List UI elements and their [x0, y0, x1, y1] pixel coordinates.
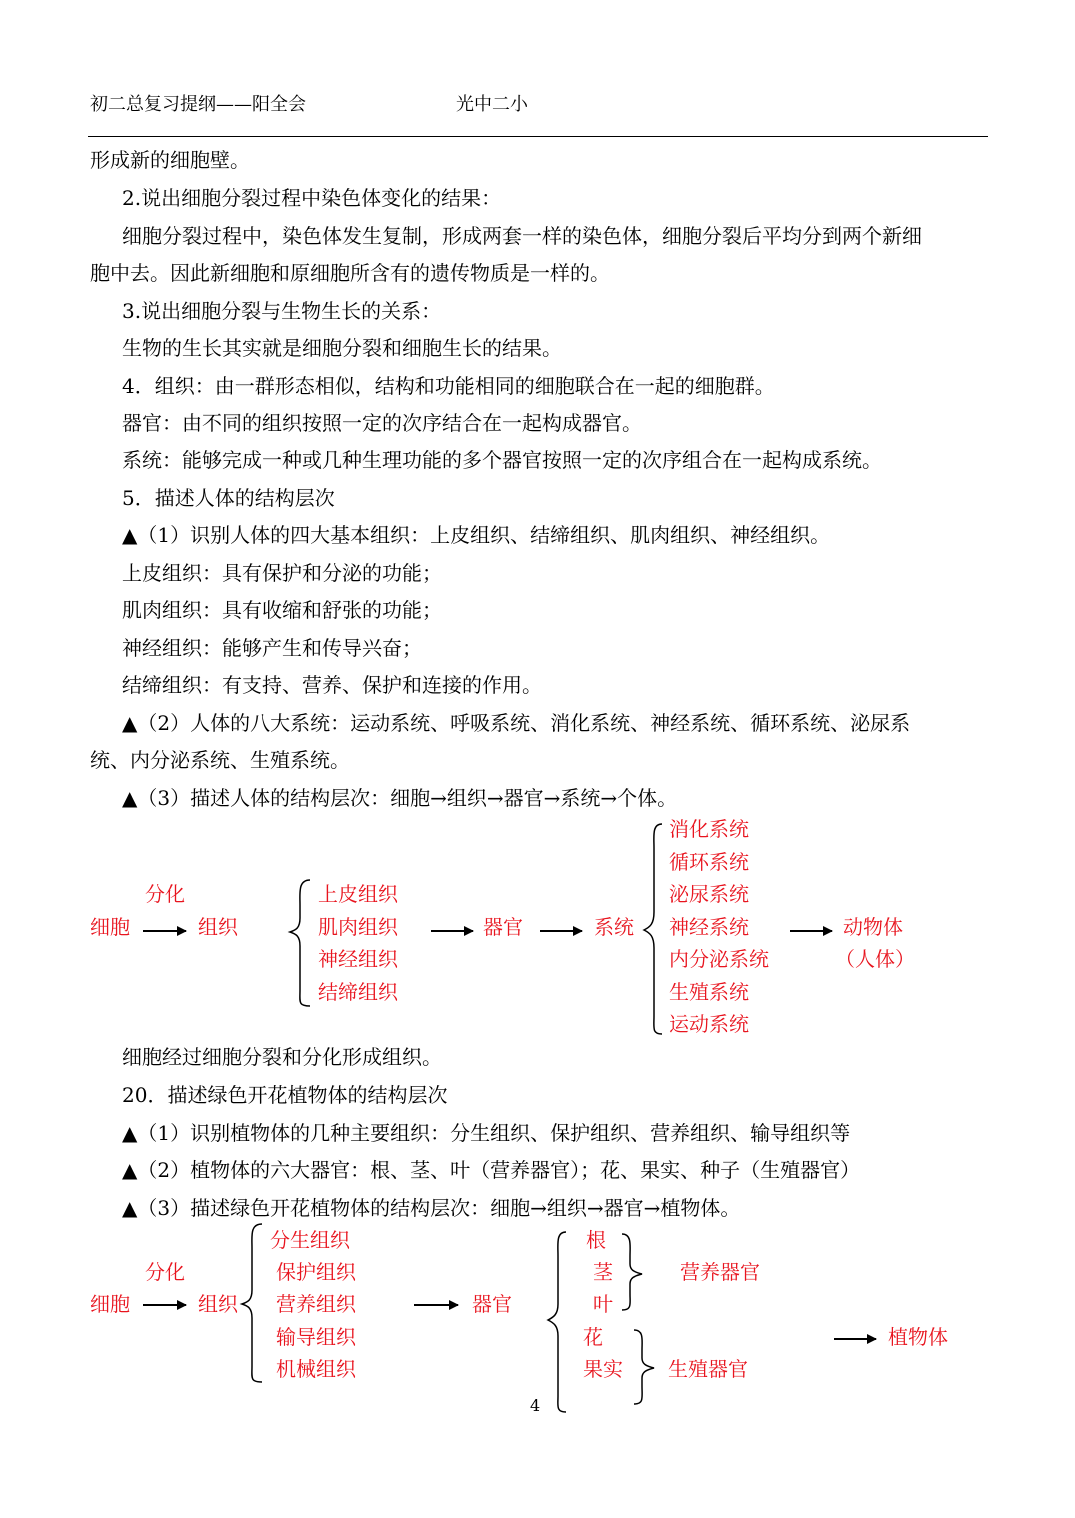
diagram-label-cell: 细胞 [90, 1292, 130, 1316]
veg-organ-item: 叶 [593, 1292, 613, 1316]
tissue-item: 上皮组织 [318, 882, 398, 906]
diagram-label-organ: 器官 [483, 915, 523, 939]
veg-organ-group-label: 营养器官 [680, 1260, 760, 1284]
tissue-item: 神经组织 [318, 947, 398, 971]
rep-organ-group-label: 生殖器官 [668, 1357, 748, 1381]
tissue-item: 营养组织 [276, 1292, 356, 1316]
diagram-label-organ: 器官 [472, 1292, 512, 1316]
page-number: 4 [530, 1396, 541, 1415]
text-line: 3.说出细胞分裂与生物生长的关系： [122, 299, 442, 323]
diagram-label-plant: 植物体 [888, 1325, 948, 1349]
system-item: 生殖系统 [669, 980, 749, 1004]
right-brace-icon [634, 1330, 654, 1404]
diagram-label-differentiate: 分化 [145, 1260, 185, 1284]
text-line: 2.说出细胞分裂过程中染色体变化的结果： [122, 186, 502, 210]
veg-organ-item: 茎 [593, 1260, 613, 1284]
text-line: ▲（2）植物体的六大器官：根、茎、叶（营养器官）；花、果实、种子（生殖器官） [122, 1158, 861, 1182]
text-line: 器官：由不同的组织按照一定的次序结合在一起构成器官。 [122, 411, 642, 435]
text-line: ▲（1）识别植物体的几种主要组织：分生组织、保护组织、营养组织、输导组织等 [122, 1121, 851, 1145]
right-brace-icon [622, 1234, 642, 1310]
diagram-label-tissue: 组织 [198, 1292, 238, 1316]
system-item: 循环系统 [669, 850, 749, 874]
veg-organ-item: 根 [586, 1228, 606, 1252]
text-line: ▲（1）识别人体的四大基本组织：上皮组织、结缔组织、肌肉组织、神经组织。 [122, 523, 831, 547]
diagram-label-differentiate: 分化 [145, 882, 185, 906]
text-line: 系统：能够完成一种或几种生理功能的多个器官按照一定的次序组合在一起构成系统。 [122, 448, 882, 472]
diagram-label-system: 系统 [594, 915, 634, 939]
system-item: 内分泌系统 [669, 947, 769, 971]
text-line: 生物的生长其实就是细胞分裂和细胞生长的结果。 [122, 336, 562, 360]
text-line: 上皮组织：具有保护和分泌的功能； [122, 561, 442, 585]
rep-organ-item: 果实 [583, 1357, 623, 1381]
system-item: 神经系统 [669, 915, 749, 939]
diagram-label-tissue: 组织 [198, 915, 238, 939]
text-line: 肌肉组织：具有收缩和舒张的功能； [122, 598, 442, 622]
tissue-item: 机械组织 [276, 1357, 356, 1381]
tissue-item: 输导组织 [276, 1325, 356, 1349]
header-right: 光中二小 [456, 94, 528, 115]
tissue-item: 保护组织 [276, 1260, 356, 1284]
text-line: 胞中去。因此新细胞和原细胞所含有的遗传物质是一样的。 [90, 261, 610, 285]
diagram-label-individual: 动物体 [843, 915, 903, 939]
tissue-item: 分生组织 [270, 1228, 350, 1252]
text-line: ▲（3）描述绿色开花植物体的结构层次：细胞→组织→器官→植物体。 [122, 1196, 741, 1220]
text-line: ▲（3）描述人体的结构层次：细胞→组织→器官→系统→个体。 [122, 786, 678, 810]
rep-organ-item: 花 [583, 1325, 603, 1349]
tissue-item: 结缔组织 [318, 980, 398, 1004]
text-line: 20．描述绿色开花植物体的结构层次 [122, 1083, 448, 1107]
text-line: 统、内分泌系统、生殖系统。 [90, 748, 350, 772]
text-line: 结缔组织：有支持、营养、保护和连接的作用。 [122, 673, 542, 697]
text-line: 5．描述人体的结构层次 [122, 486, 335, 510]
left-brace-icon [548, 1232, 566, 1412]
system-item: 运动系统 [669, 1012, 749, 1036]
text-line: 细胞分裂过程中，染色体发生复制，形成两套一样的染色体，细胞分裂后平均分到两个新细 [122, 224, 922, 248]
text-line: ▲（2）人体的八大系统：运动系统、呼吸系统、消化系统、神经系统、循环系统、泌尿系 [122, 711, 911, 735]
system-item: 消化系统 [669, 817, 749, 841]
left-brace-icon [242, 1224, 262, 1382]
header-left: 初二总复习提纲——阳全会 [90, 94, 306, 115]
system-item: 泌尿系统 [669, 882, 749, 906]
tissue-item: 肌肉组织 [318, 915, 398, 939]
diagram-label-individual-note: （人体） [835, 947, 915, 971]
text-line: 细胞经过细胞分裂和分化形成组织。 [122, 1045, 442, 1069]
text-line: 4．组织：由一群形态相似，结构和功能相同的细胞联合在一起的细胞群。 [122, 374, 775, 398]
diagram-label-cell: 细胞 [90, 915, 130, 939]
text-line: 形成新的细胞壁。 [90, 148, 250, 172]
text-line: 神经组织：能够产生和传导兴奋； [122, 636, 422, 660]
